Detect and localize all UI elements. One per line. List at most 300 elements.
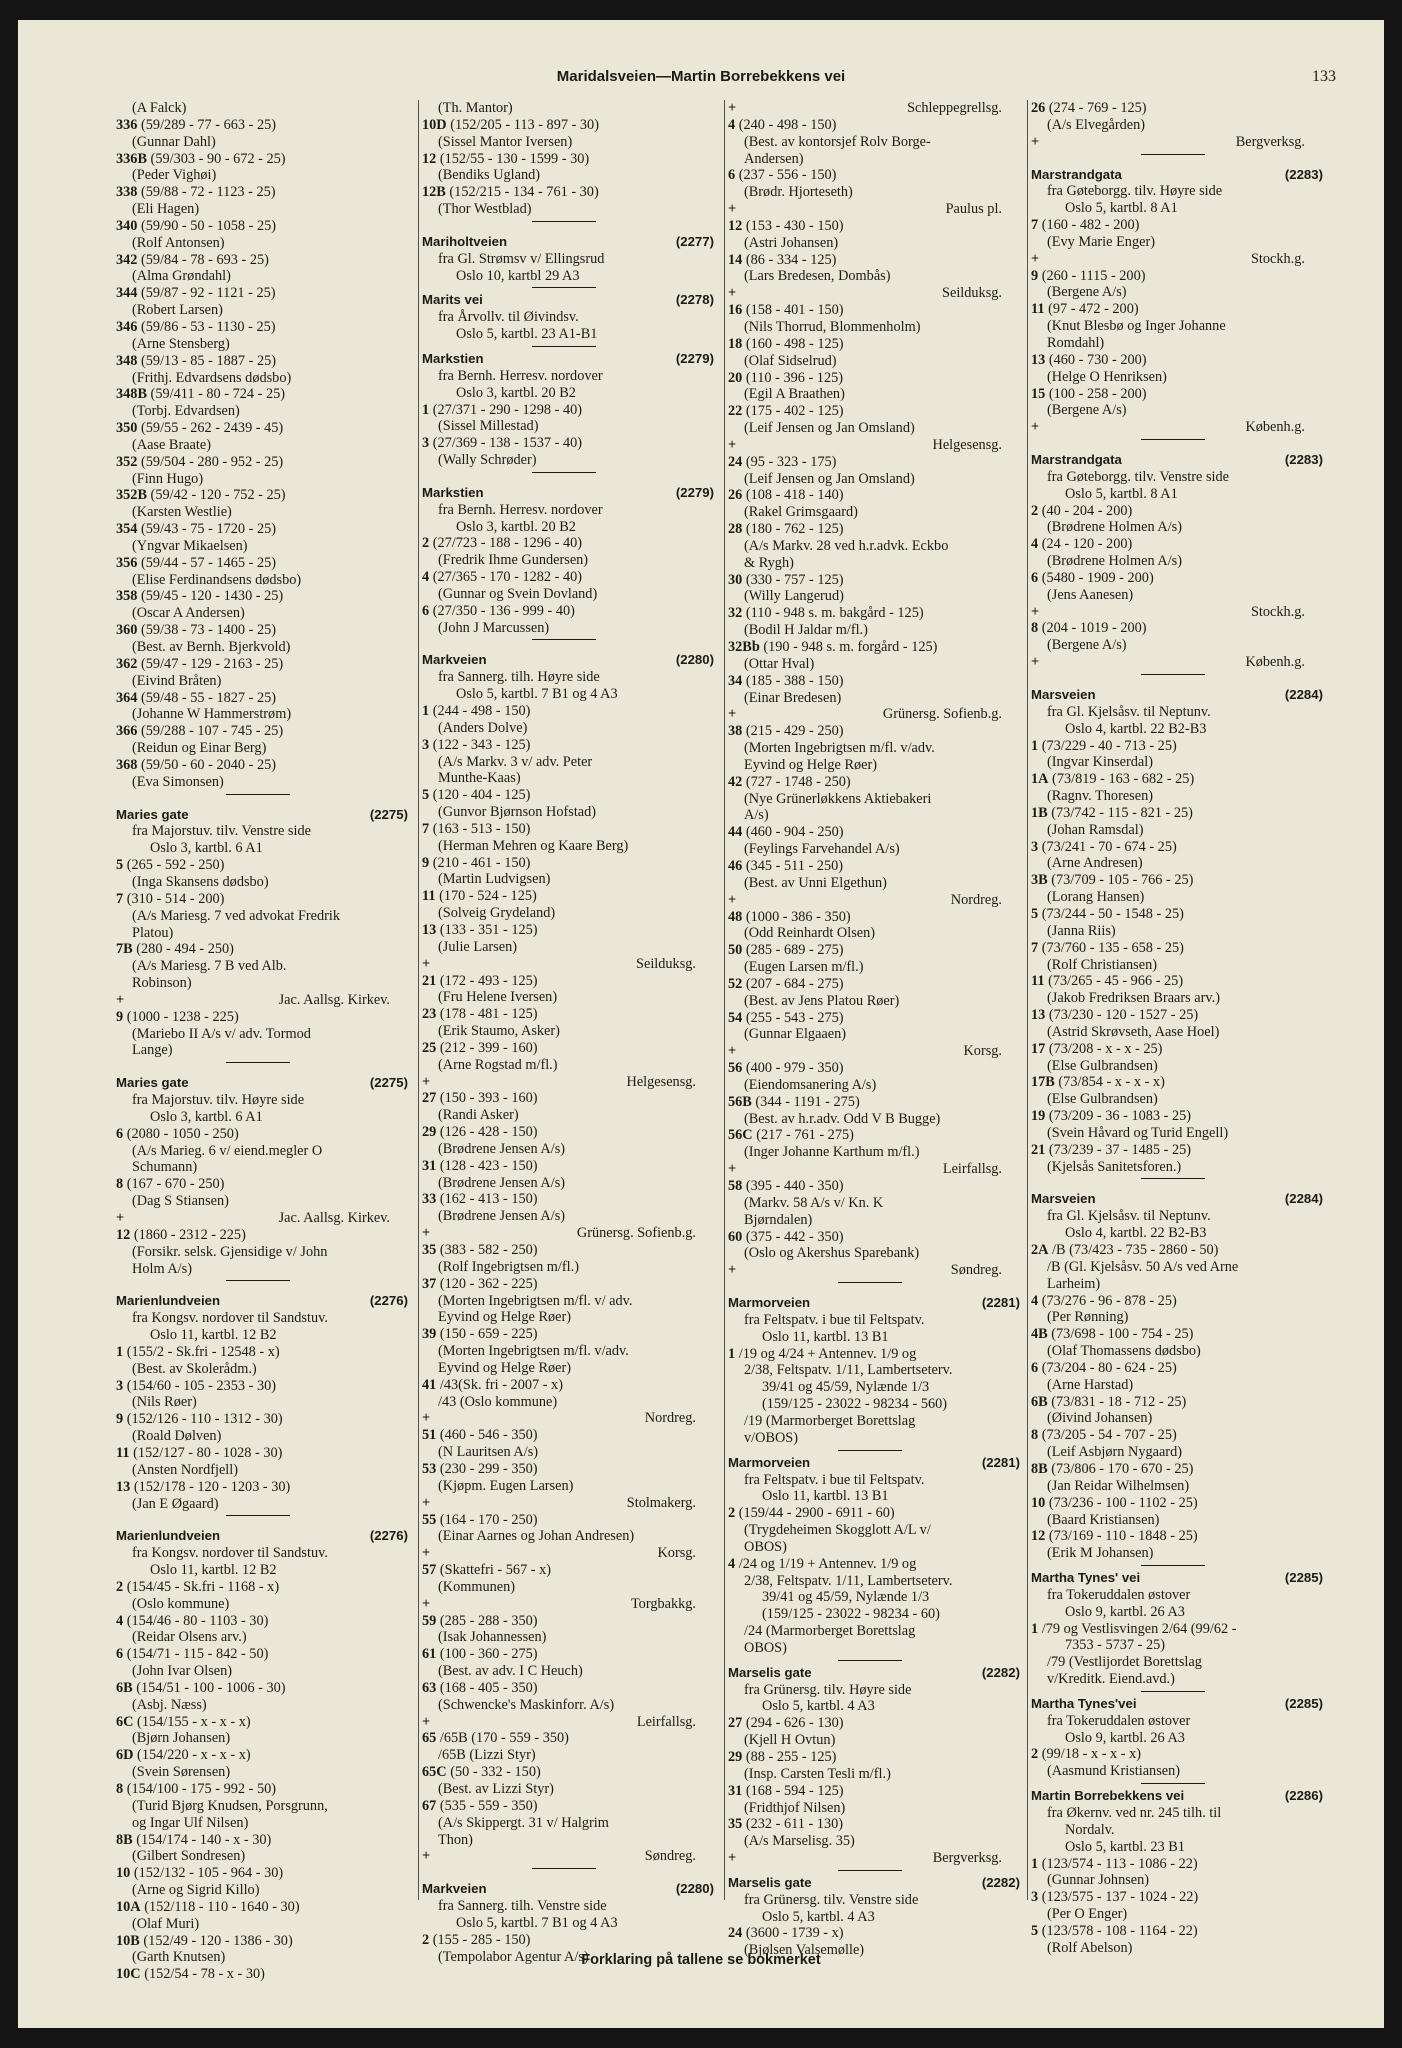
entry-detail-text: (Arne Stensberg) (132, 335, 230, 352)
house-number: 368 (116, 756, 138, 773)
entry-detail-text: fra Kongsv. nordover til Sandstuv. (132, 1545, 328, 1562)
property-entry (1031, 872, 1323, 889)
entry-detail-text: (Th. Mantor) (438, 100, 513, 116)
house-number: 4B (1031, 1326, 1048, 1343)
entry-detail-text: (Fru Helene Iversen) (438, 989, 558, 1006)
property-entry-text: 340 (59/90 - 50 - 1058 - 25) (116, 217, 277, 234)
house-number: 3 (422, 736, 430, 753)
intersection-icon: + (728, 285, 737, 302)
property-entry (728, 1783, 1020, 1800)
entry-detail (422, 1023, 714, 1040)
property-entry (422, 1798, 714, 1815)
house-number: 6 (1031, 1359, 1039, 1376)
entry-detail-text: (Brødrene Jensen A/s) (438, 1174, 566, 1191)
entry-detail (1031, 284, 1323, 301)
street-code: (2275) (369, 806, 408, 822)
property-entry (422, 787, 714, 804)
property-entry (116, 1966, 408, 1983)
entry-detail-text: (Nils Thorrud, Blommenholm) (744, 318, 921, 335)
entry-detail (728, 1329, 1020, 1346)
property-entry (1031, 100, 1323, 117)
entry-detail-text: fra Gl. Kjelsåsv. til Neptunv. (1047, 703, 1211, 720)
house-number: 360 (116, 622, 138, 639)
property-entry (1031, 620, 1323, 637)
property-entry (728, 454, 1020, 471)
column-4 (1031, 100, 1323, 1956)
house-number: 2 (728, 1505, 736, 1522)
entry-detail-text: Oslo 5, kartbl. 23 B1 (1065, 1838, 1185, 1855)
cross-street (422, 1714, 714, 1731)
street-name: Marsveien (1031, 687, 1096, 702)
house-number: 4 (728, 1555, 736, 1572)
entry-detail-text: (A/s Marselisg. 35) (744, 1833, 855, 1850)
entry-detail (116, 403, 408, 420)
property-entry (422, 703, 714, 720)
property-entry-text: 4 (24 - 120 - 200) (1031, 536, 1133, 553)
house-number: 11 (116, 1444, 130, 1461)
cross-street (422, 1225, 714, 1242)
property-entry-text: 1 (27/371 - 290 - 1298 - 40) (422, 401, 583, 418)
cross-street-name: Stockh.g. (1250, 603, 1305, 620)
entry-detail-text: (John J Marcussen) (438, 619, 550, 636)
property-entry-text: 35 (232 - 611 - 130) (728, 1816, 844, 1833)
cross-street (422, 1074, 714, 1091)
property-entry (116, 1344, 408, 1361)
property-entry (116, 622, 408, 639)
entry-detail-text: (Reidar Olsens arv.) (132, 1629, 247, 1646)
street-code: (2282) (981, 1874, 1020, 1890)
entry-detail (116, 740, 408, 757)
property-entry-text: 5 (120 - 404 - 125) (422, 787, 531, 804)
entry-detail (422, 251, 714, 268)
entry-detail (728, 757, 1020, 774)
street-heading (1031, 1570, 1323, 1587)
section-rule (1031, 151, 1323, 159)
property-entry-text: 362 (59/47 - 129 - 2163 - 25) (116, 655, 284, 672)
entry-detail-text: (A/s Markv. 28 ved h.r.advk. Eckbo (744, 537, 949, 554)
entry-detail-text: (Bergene A/s) (1047, 402, 1127, 419)
property-entry (728, 218, 1020, 235)
entry-detail (728, 1589, 1020, 1606)
street-name: Marselis gate (728, 1664, 812, 1680)
entry-detail (422, 804, 714, 821)
house-number: 6 (422, 602, 430, 619)
entry-detail (116, 1026, 408, 1043)
property-entry-text: 346 (59/86 - 53 - 1130 - 25) (116, 318, 276, 335)
entry-detail-text: Oslo 3, kartbl. 6 A1 (150, 840, 263, 857)
house-number: 1 (422, 703, 430, 719)
entry-detail-text: Oslo 5, kartbl. 8 A1 (1065, 485, 1178, 502)
house-number: 3B (1031, 872, 1048, 889)
section-rule (1031, 1688, 1323, 1696)
property-entry-text: 336B (59/303 - 90 - 672 - 25) (116, 150, 286, 167)
property-entry (422, 184, 714, 201)
entry-detail (422, 669, 714, 686)
entry-detail (1031, 1671, 1323, 1688)
property-entry-text: 5 (123/578 - 108 - 1164 - 22) (1031, 1922, 1198, 1939)
house-number: 9 (1031, 267, 1039, 284)
street-code: (2277) (675, 233, 714, 249)
entry-detail (422, 770, 714, 787)
entry-detail-text: Oslo 9, kartbl. 26 A3 (1065, 1603, 1185, 1620)
entry-detail-text: (Willy Langerud) (744, 588, 844, 605)
intersection-icon: + (728, 1161, 737, 1178)
entry-detail (116, 1261, 408, 1278)
entry-detail (422, 309, 714, 326)
house-number: 46 (728, 857, 743, 874)
entry-detail-text: (Elise Ferdinandsens dødsbo) (132, 571, 302, 588)
entry-detail (728, 1892, 1020, 1909)
entry-detail-text: (Jan E Øgaard) (132, 1495, 219, 1512)
property-entry (116, 151, 408, 168)
house-number: 61 (422, 1646, 437, 1663)
entry-detail-text: (Baard Kristiansen) (1047, 1511, 1160, 1528)
property-entry (1031, 570, 1323, 587)
house-number: 354 (116, 521, 138, 538)
house-number: 25 (422, 1039, 437, 1056)
entry-detail (1031, 1763, 1323, 1780)
section-gap (422, 226, 714, 234)
property-entry-text: 4 /24 og 1/19 + Antennev. 1/9 og (728, 1555, 917, 1572)
entry-detail (422, 1478, 714, 1495)
entry-detail-text: Thon) (438, 1831, 473, 1848)
property-entry-text: 17B (73/854 - x - x - x) (1031, 1074, 1165, 1091)
property-entry (116, 420, 408, 437)
entry-detail-text: (Gunnar Elgaaen) (744, 1026, 847, 1043)
street-name: Martha Tynes' vei (1031, 1570, 1141, 1586)
street-code: (2281) (981, 1454, 1020, 1470)
property-entry-text: 53 (230 - 299 - 350) (422, 1460, 538, 1477)
property-entry (1031, 1142, 1323, 1159)
property-entry-text: 65 /65B (170 - 559 - 350) (422, 1730, 569, 1747)
section-rule (1031, 671, 1323, 679)
entry-detail-text: (Best. av Skolerådm.) (132, 1360, 257, 1377)
entry-detail (1031, 1872, 1323, 1889)
house-number: 59 (422, 1612, 437, 1629)
property-entry-text: 51 (460 - 546 - 350) (422, 1427, 538, 1444)
property-entry-text: 356 (59/44 - 57 - 1465 - 25) (116, 554, 277, 571)
street-code: (2280) (675, 1881, 714, 1897)
section-rule (116, 1512, 408, 1520)
entry-detail (728, 690, 1020, 707)
property-entry (1031, 1326, 1323, 1343)
entry-detail-text: (Dag S Stiansen) (132, 1193, 229, 1210)
property-entry-text: 3 (27/369 - 138 - 1537 - 40) (422, 435, 583, 452)
property-entry (422, 1613, 714, 1630)
cross-street-name: Stockh.g. (1250, 250, 1305, 267)
entry-detail (1031, 183, 1323, 200)
entry-detail (422, 326, 714, 343)
entry-detail-text: (Fredrik Ihme Gundersen) (438, 552, 589, 569)
property-entry (1031, 1495, 1323, 1512)
property-entry (1031, 1856, 1323, 1873)
house-number: 3 (116, 1377, 124, 1394)
entry-detail (728, 151, 1020, 168)
entry-detail (728, 420, 1020, 437)
entry-detail-text: (John Ivar Olsen) (132, 1663, 233, 1680)
entry-detail (422, 1444, 714, 1461)
street-code: (2278) (675, 292, 714, 308)
entry-detail (116, 437, 408, 454)
property-entry-text: 6 (73/204 - 80 - 624 - 25) (1031, 1359, 1177, 1376)
property-entry (116, 941, 408, 958)
entry-detail (728, 791, 1020, 808)
entry-detail-text: fra Grünersg. tilv. Høyre side (744, 1681, 912, 1698)
property-entry (422, 1730, 714, 1747)
property-entry-text: 352 (59/504 - 280 - 952 - 25) (116, 453, 284, 470)
street-name: Maries gate (116, 806, 189, 822)
cross-street-name: Seilduksg. (636, 955, 696, 972)
entry-detail (116, 1428, 408, 1445)
entry-detail-text: Eyvind og Helge Røer) (438, 1359, 572, 1376)
property-entry (728, 403, 1020, 420)
entry-detail (1031, 1713, 1323, 1730)
house-number: 2 (422, 535, 430, 552)
entry-detail (1031, 318, 1323, 335)
entry-detail (116, 1244, 408, 1261)
entry-detail (422, 1057, 714, 1074)
entry-detail-text: (Sissel Millestad) (438, 418, 539, 435)
entry-detail (728, 875, 1020, 892)
cross-street-name: Paulus pl. (945, 201, 1002, 218)
entry-detail-text: (Gunnar Dahl) (132, 133, 216, 150)
entry-detail-text: (Sissel Mantor Iversen) (438, 133, 573, 150)
cross-street-name: Helgesensg. (626, 1073, 696, 1090)
property-entry-text: 35 (383 - 582 - 250) (422, 1242, 538, 1258)
house-number: 15 (1031, 385, 1046, 402)
entry-detail (728, 1766, 1020, 1783)
property-entry-text: 9 (1000 - 1238 - 225) (116, 1008, 239, 1025)
cross-street (728, 201, 1020, 218)
house-number: 352B (116, 487, 147, 504)
entry-detail-text: (Eivind Bråten) (132, 672, 222, 689)
street-heading (422, 351, 714, 368)
entry-detail (116, 1159, 408, 1176)
entry-detail-text: (Schwencke's Maskinforr. A/s) (438, 1696, 615, 1713)
section-rule (728, 1867, 1020, 1875)
cross-street (116, 1210, 408, 1227)
directory-page (18, 20, 1384, 2028)
house-number: 27 (422, 1090, 437, 1107)
property-entry-text: 342 (59/84 - 78 - 693 - 25) (116, 251, 269, 268)
entry-detail (116, 1361, 408, 1378)
entry-detail (422, 100, 714, 117)
house-number: 6B (116, 1679, 133, 1696)
entry-detail-text: (Nils Røer) (132, 1394, 197, 1411)
entry-detail-text: (Rolf Christiansen) (1047, 956, 1157, 973)
entry-detail (728, 1430, 1020, 1447)
street-heading (1031, 687, 1323, 704)
house-number: 7 (1031, 217, 1039, 234)
street-heading (116, 1075, 408, 1092)
entry-detail-text: (Solveig Grydeland) (438, 905, 556, 922)
entry-detail-text: (Johan Ramsdal) (1047, 821, 1144, 838)
property-entry (116, 1865, 408, 1882)
entry-detail (422, 519, 714, 536)
entry-detail (422, 1208, 714, 1225)
entry-detail (1031, 402, 1323, 419)
entry-detail-text: (Thor Westblad) (438, 201, 532, 218)
house-number: 8B (116, 1831, 133, 1848)
property-entry (728, 370, 1020, 387)
property-entry (116, 1680, 408, 1697)
entry-detail (116, 1092, 408, 1109)
section-rule (116, 791, 408, 799)
entry-detail-text: (Jan Reidar Wilhelmsen) (1047, 1477, 1190, 1494)
entry-detail-text: (Reidun og Einar Berg) (132, 740, 267, 757)
house-number: 14 (728, 251, 743, 268)
entry-detail (422, 1781, 714, 1798)
property-entry (728, 167, 1020, 184)
cross-street (1031, 134, 1323, 151)
entry-detail (116, 1109, 408, 1126)
property-entry-text: 366 (59/288 - 107 - 745 - 25) (116, 723, 284, 740)
property-entry (116, 1781, 408, 1798)
entry-detail (116, 1848, 408, 1865)
property-entry (1031, 1889, 1323, 1906)
entry-detail-text: (Robert Larsen) (132, 302, 223, 319)
house-number: 22 (728, 403, 743, 420)
house-number: 30 (728, 571, 743, 588)
property-entry-text: 12B (152/215 - 134 - 761 - 30) (422, 184, 599, 201)
property-entry-text: 7 (160 - 482 - 200) (1031, 217, 1140, 234)
house-number: 4 (728, 116, 736, 133)
entry-detail (1031, 519, 1323, 536)
property-entry-text: 352B (59/42 - 120 - 752 - 25) (116, 487, 286, 504)
house-number: 10C (116, 1966, 141, 1983)
entry-detail (116, 471, 408, 488)
entry-detail-text: (Rakel Grimsgaard) (744, 504, 858, 521)
house-number: 356 (116, 554, 138, 571)
entry-detail (1031, 486, 1323, 503)
entry-detail (1031, 1822, 1323, 1839)
property-entry (728, 1346, 1020, 1363)
running-head: Maridalsveien—Martin Borrebekkens vei (556, 68, 846, 85)
intersection-icon: + (116, 1210, 125, 1226)
entry-detail (1031, 1309, 1323, 1326)
property-entry-text: 1 (155/2 - Sk.fri - 12548 - x) (116, 1343, 280, 1360)
entry-detail (422, 1815, 714, 1832)
property-entry-text: 15 (100 - 258 - 200) (1031, 385, 1147, 402)
entry-detail (1031, 1276, 1323, 1293)
house-number: 16 (728, 302, 743, 319)
entry-detail (116, 925, 408, 942)
house-number: 17B (1031, 1074, 1055, 1091)
entry-detail-text: OBOS) (744, 1538, 787, 1555)
property-entry-text: 25 (212 - 399 - 160) (422, 1039, 538, 1056)
entry-detail (1031, 1906, 1323, 1923)
entry-detail-text: (Forsikr. selsk. Gjensidige v/ John (132, 1243, 328, 1260)
entry-detail-text: (Brødrene Holmen A/s) (1047, 553, 1182, 570)
entry-detail (1031, 1343, 1323, 1360)
property-entry-text: 12 (1860 - 2312 - 225) (116, 1226, 246, 1243)
property-entry-text: 2 (40 - 204 - 200) (1031, 502, 1133, 519)
entry-detail-text: (Brødrene Jensen A/s) (438, 1208, 566, 1225)
entry-detail-text: (Ingvar Kinserdal) (1047, 754, 1153, 771)
entry-detail (422, 1579, 714, 1596)
entry-detail (116, 336, 408, 353)
entry-detail-text: Oslo 4, kartbl. 22 B2-B3 (1065, 1225, 1207, 1242)
cross-street-name: Jac. Aallsg. Kirkev. (278, 1210, 390, 1226)
property-entry (1031, 1528, 1323, 1545)
house-number: 8 (116, 1176, 124, 1193)
entry-detail-text: (Brødr. Hjorteseth) (744, 184, 853, 201)
entry-detail-text: (Johanne W Hammerstrøm) (132, 706, 292, 723)
entry-detail (728, 807, 1020, 824)
house-number: 54 (728, 1009, 743, 1026)
entry-detail (728, 319, 1020, 336)
property-entry (116, 555, 408, 572)
property-entry-text: 10B (152/49 - 120 - 1386 - 30) (116, 1932, 293, 1949)
property-entry-text: 1B (73/742 - 115 - 821 - 25) (1031, 804, 1193, 821)
property-entry-text: 368 (59/50 - 60 - 2040 - 25) (116, 756, 277, 773)
cross-street (422, 1596, 714, 1613)
entry-detail (116, 1394, 408, 1411)
entry-detail (422, 1107, 714, 1124)
entry-detail-text: (Rolf Ingebrigtsen m/fl.) (438, 1258, 579, 1275)
property-entry (116, 656, 408, 673)
section-rule (1031, 1175, 1323, 1183)
property-entry (1031, 1746, 1323, 1763)
house-number: 32Bb (728, 639, 760, 655)
entry-detail-text: Oslo 5, kartbl. 4 A3 (762, 1908, 875, 1925)
cross-street-name: Københ.g. (1245, 419, 1305, 436)
house-number: 11 (1031, 301, 1045, 318)
property-entry (422, 1377, 714, 1394)
property-entry-text: 65C (50 - 332 - 150) (422, 1764, 541, 1781)
entry-detail (116, 1764, 408, 1781)
property-entry-text: 7 (310 - 514 - 200) (116, 890, 225, 907)
property-entry-text: 29 (88 - 255 - 125) (728, 1749, 837, 1765)
house-number: 346 (116, 318, 138, 335)
house-number: 39 (422, 1326, 437, 1343)
house-number: 1 (1031, 1620, 1039, 1637)
property-entry (728, 1178, 1020, 1195)
cross-street-name: Grünersg. Sofienb.g. (882, 706, 1002, 723)
section-gap (116, 1285, 408, 1293)
entry-detail (422, 939, 714, 956)
property-entry-text: 12 (73/169 - 110 - 1848 - 25) (1031, 1528, 1198, 1545)
entry-detail-text: fra Tokeruddalen østover (1047, 1712, 1191, 1729)
property-entry (728, 302, 1020, 319)
house-number: 17 (1031, 1040, 1046, 1057)
entry-detail (422, 989, 714, 1006)
property-entry (116, 1579, 408, 1596)
property-entry (116, 891, 408, 908)
entry-detail-text: Oslo 11, kartbl. 13 B1 (762, 1488, 889, 1505)
house-number: 13 (422, 921, 437, 938)
entry-detail-text: (159/125 - 23022 - 98234 - 60) (762, 1606, 940, 1623)
house-number: 20 (728, 369, 743, 386)
entry-detail-text: (Morten Ingebrigtsen m/fl. v/adv. (744, 740, 935, 757)
street-heading (1031, 1191, 1323, 1208)
street-code: (2275) (369, 1075, 408, 1091)
property-entry-text: 358 (59/45 - 120 - 1430 - 25) (116, 588, 284, 605)
house-number: 10D (422, 116, 447, 133)
entry-detail-text: (Best. av Lizzi Styr) (438, 1781, 554, 1797)
property-entry-text: 11 (170 - 524 - 125) (422, 888, 537, 905)
property-entry (422, 535, 714, 552)
entry-detail (116, 201, 408, 218)
entry-detail-text: (Peder Vighøi) (132, 167, 217, 184)
entry-detail (422, 1663, 714, 1680)
street-name: Marmorveien (728, 1454, 811, 1470)
property-entry-text: 6 (154/71 - 115 - 842 - 50) (116, 1646, 269, 1663)
street-heading (1031, 452, 1323, 469)
house-number: 11 (422, 888, 436, 905)
entry-detail (1031, 990, 1323, 1007)
entry-detail-text: (Yngvar Mikaelsen) (132, 537, 248, 554)
